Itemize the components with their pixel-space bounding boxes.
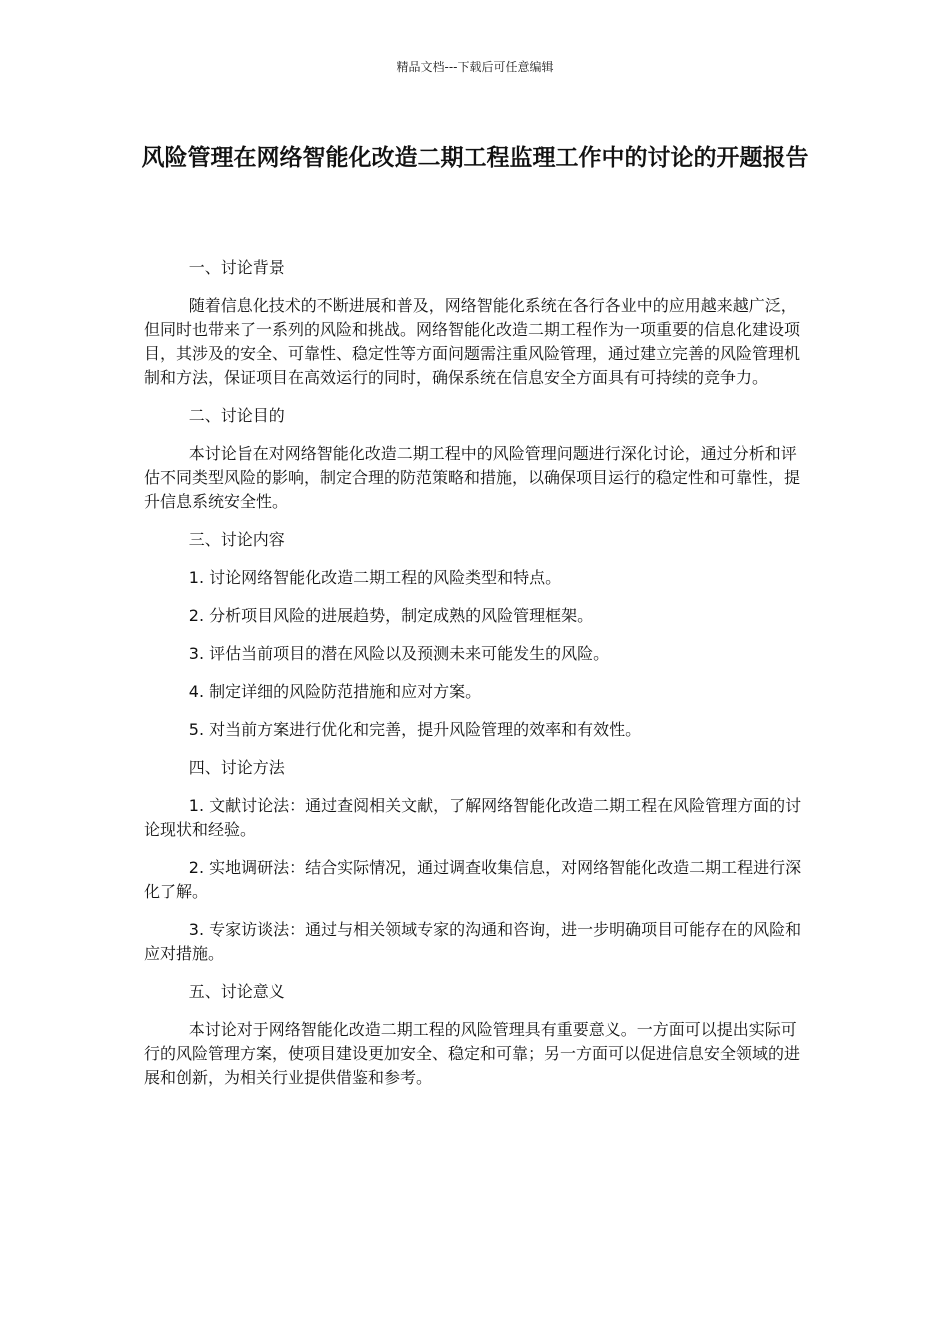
header-note: 精品文档---下载后可任意编辑: [396, 60, 554, 74]
section-heading-significance: 五、讨论意义: [188, 982, 285, 1001]
list-item: 3. 专家访谈法：通过与相关领域专家的沟通和咨询，进一步明确项目可能存在的风险和应对措施。: [144, 920, 802, 963]
list-item: 2. 分析项目风险的进展趋势，制定成熟的风险管理框架。: [188, 606, 594, 625]
section-heading-content: 三、讨论内容: [188, 530, 285, 549]
section-body-significance: 本讨论对于网络智能化改造二期工程的风险管理具有重要意义。一方面可以提出实际可行的风险管理方案，使项目建设更加安全、稳定和可靠；另一方面可以促进信息安全领域的进展和创新，为相关行业提供借鉴和参考。: [144, 1020, 801, 1087]
section-body-background: 随着信息化技术的不断进展和普及，网络智能化系统在各行各业中的应用越来越广泛，但同时也带来了一系列的风险和挑战。网络智能化改造二期工程作为一项重要的信息化建设项目，其涉及的安全、可靠性、稳定性等方面问题需注重风险管理，通过建立完善的风险管理机制和方法，保证项目在高效运行的同时，确保系统在信息安全方面具有可持续的竞争力。: [144, 296, 801, 387]
list-item: 3. 评估当前项目的潜在风险以及预测未来可能发生的风险。: [188, 644, 610, 663]
section-body-purpose: 本讨论旨在对网络智能化改造二期工程中的风险管理问题进行深化讨论，通过分析和评估不同类型风险的影响，制定合理的防范策略和措施，以确保项目运行的稳定性和可靠性，提升信息系统安全性。: [144, 444, 801, 511]
document-body: [144, 256, 808, 1104]
section-heading-method: 四、讨论方法: [188, 758, 285, 777]
list-item: 5. 对当前方案进行优化和完善，提升风险管理的效率和有效性。: [188, 720, 642, 739]
list-item: 2. 实地调研法：结合实际情况，通过调查收集信息，对网络智能化改造二期工程进行深化了解。: [144, 858, 802, 901]
list-item: 1. 讨论网络智能化改造二期工程的风险类型和特点。: [188, 568, 562, 587]
list-item: 1. 文献讨论法：通过查阅相关文献，了解网络智能化改造二期工程在风险管理方面的讨论现状和经验。: [144, 796, 802, 839]
section-heading-background: 一、讨论背景: [188, 258, 285, 277]
section-heading-purpose: 二、讨论目的: [188, 406, 285, 425]
list-item: 4. 制定详细的风险防范措施和应对方案。: [188, 682, 482, 701]
document-title: 风险管理在网络智能化改造二期工程监理工作中的讨论的开题报告: [141, 145, 809, 171]
